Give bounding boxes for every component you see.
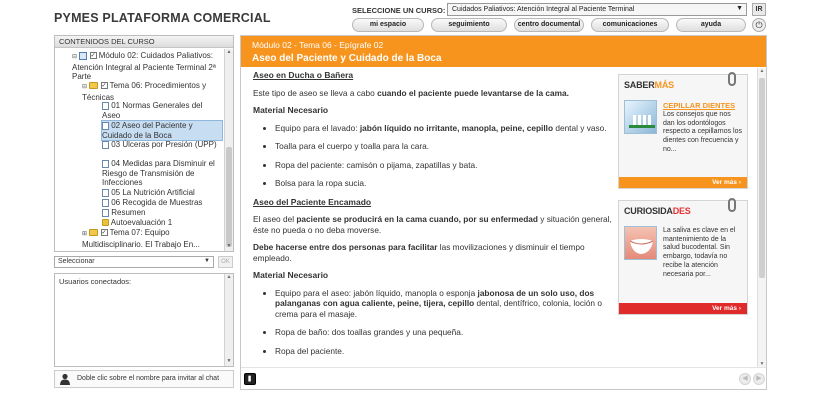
- list-item: • Equipo para el aseo: jabón líquido, manopla o esponja jabonosa de un solo uso, dos palanganas con agua caliente, peine, tijera, cepillo dental, dentífrico, colonia, loción o crema para el masaje.: [275, 288, 613, 320]
- group-select[interactable]: Seleccionar ▼: [54, 256, 214, 268]
- scroll-up-icon[interactable]: ▲: [759, 68, 765, 74]
- tree-item-autoevaluacion[interactable]: Autoevaluación 1: [102, 218, 222, 228]
- scroll-down-icon[interactable]: ▼: [226, 243, 232, 249]
- chevron-down-icon: ▼: [736, 5, 743, 12]
- document-icon: [102, 209, 109, 217]
- chevron-down-icon: ▼: [204, 258, 210, 264]
- tree-item-muestras[interactable]: 06 Recogida de Muestras: [102, 198, 222, 208]
- curiosidades-card: [618, 200, 748, 315]
- section-title: Aseo del Paciente Encamado: [253, 196, 372, 207]
- section-subtitle: Material Necesario: [253, 105, 329, 115]
- folder-icon: [89, 229, 98, 236]
- paragraph: Este tipo de aseo se lleva a cabo cuando el paciente puede levantarse de la cama.: [253, 87, 569, 98]
- lesson-body: [253, 70, 613, 364]
- scroll-thumb[interactable]: [759, 78, 765, 278]
- ok-button[interactable]: OK: [218, 256, 233, 268]
- document-icon: [102, 141, 109, 149]
- checkbox-icon: ✓: [101, 83, 107, 90]
- nav-seguimiento[interactable]: seguimiento: [431, 18, 507, 32]
- course-contents-panel: [54, 35, 234, 252]
- expand-icon[interactable]: ⊞: [82, 231, 88, 237]
- nav-centro-documental[interactable]: centro documental: [514, 18, 584, 32]
- section-title: Aseo en Ducha o Bañera: [253, 70, 354, 80]
- saber-mas-card: [618, 74, 748, 189]
- paragraph: El aseo del paciente se producirá en la cama cuando, por su enfermedad y situación general, éste no pueda o no deba moverse.: [253, 214, 612, 235]
- content-header: [241, 36, 766, 67]
- tree-item-resumen[interactable]: Resumen: [102, 208, 222, 218]
- quiz-icon: [102, 219, 109, 226]
- course-select[interactable]: [447, 3, 747, 16]
- collapse-icon[interactable]: ⊟: [72, 54, 78, 60]
- scroll-down-icon[interactable]: ▼: [759, 361, 765, 367]
- tree-item-normas[interactable]: 01 Normas Generales del Aseo: [102, 101, 203, 120]
- collapse-icon[interactable]: ⊟: [82, 84, 88, 90]
- checkbox-icon: ✓: [101, 230, 107, 237]
- print-icon[interactable]: [244, 373, 256, 385]
- tree-item-modulo-02[interactable]: ⊟ ✓ Módulo 02: Cuidados Paliativos: Atención Integral al Paciente Terminal 2ª Parte: [72, 51, 216, 81]
- power-icon[interactable]: ⏻: [752, 18, 766, 32]
- invite-hint: Doble clic sobre el nombre para invitar al chat: [54, 370, 234, 388]
- nav-mi-espacio[interactable]: mi espacio: [352, 18, 424, 32]
- tree-item-nutricion[interactable]: 05 La Nutrición Artificial: [102, 188, 222, 198]
- breadcrumb: Módulo 02 - Tema 06 - Epígrafe 02: [252, 40, 384, 50]
- prev-page-icon[interactable]: ◀: [739, 373, 751, 385]
- list-item: • Ropa de baño: dos toallas grandes y una pequeña.: [275, 327, 613, 338]
- curiosidades-text: La saliva es clave en el mantenimiento de la salud bucodental. Sin embargo, todavía no recibe la atención necesaria por...: [663, 227, 736, 278]
- scroll-up-icon[interactable]: ▲: [226, 274, 232, 280]
- smile-image: [624, 226, 657, 260]
- paperclip-icon: [728, 72, 736, 86]
- go-button[interactable]: IR: [752, 3, 766, 16]
- paperclip-icon: [728, 198, 736, 212]
- ver-mas-button[interactable]: Ver más ›: [619, 177, 747, 188]
- page-title: Aseo del Paciente y Cuidado de la Boca: [252, 53, 442, 64]
- course-tree: [55, 49, 223, 251]
- tree-scrollbar[interactable]: [224, 49, 233, 251]
- section-subtitle: Material Necesario: [253, 270, 329, 280]
- document-icon: [102, 189, 109, 197]
- material-list: [275, 288, 613, 357]
- nav-ayuda[interactable]: ayuda: [676, 18, 746, 32]
- saber-mas-link[interactable]: CEPILLAR DIENTES: [663, 101, 736, 110]
- material-list: [275, 123, 613, 189]
- document-icon: [102, 160, 109, 168]
- contents-panel-title: CONTENIDOS DEL CURSO: [55, 36, 233, 48]
- users-scrollbar[interactable]: [224, 274, 233, 366]
- card-title: CURIOSIDADES: [624, 206, 691, 216]
- tree-item-tema-07[interactable]: ⊞ ✓ Tema 07: Equipo Multidisciplinario. El Trabajo En...: [82, 228, 200, 249]
- scroll-up-icon[interactable]: ▲: [226, 49, 232, 55]
- list-item: • Ropa del paciente.: [275, 346, 613, 357]
- course-select-label: SELECCIONE UN CURSO:: [352, 6, 446, 15]
- tree-item-ulceras[interactable]: 03 Úlceras por Presión (UPP): [102, 140, 220, 150]
- document-icon: [102, 102, 109, 110]
- users-panel-title: Usuarios conectados:: [59, 277, 132, 286]
- module-icon: [79, 52, 87, 60]
- next-page-icon[interactable]: ▶: [753, 373, 765, 385]
- content-scrollbar[interactable]: [757, 68, 766, 389]
- paragraph: Debe hacerse entre dos personas para facilitar las movilizaciones y disminuir el tiempo empleado.: [253, 242, 585, 263]
- tree-item-aseo-selected[interactable]: 02 Aseo del Paciente y Cuidado de la Boca: [101, 120, 223, 141]
- document-icon: [102, 199, 109, 207]
- scroll-thumb[interactable]: [226, 147, 232, 247]
- ver-mas-button[interactable]: Ver más ›: [619, 303, 747, 314]
- nav-comunicaciones[interactable]: comunicaciones: [591, 18, 669, 32]
- checkbox-icon: ✓: [90, 53, 96, 60]
- document-icon: [102, 122, 109, 130]
- tree-item-medidas[interactable]: 04 Medidas para Disminuir el Riesgo de Transmisión de Infecciones: [102, 159, 215, 187]
- toothbrush-image: [624, 100, 657, 134]
- card-title: SABERMÁS: [624, 80, 674, 90]
- list-item: • Ropa del paciente: camisón o pijama, zapatillas y bata.: [275, 160, 613, 171]
- saber-mas-text: Los consejos que nos dan los odontólogos respecto a cepillarnos los dientes con frecuencia y no...: [663, 111, 742, 153]
- user-icon: [59, 373, 71, 385]
- scroll-down-icon[interactable]: ▼: [226, 358, 232, 364]
- list-item: • Bolsa para la ropa sucia.: [275, 178, 613, 189]
- connected-users-panel: [54, 273, 234, 367]
- list-item: • Equipo para el lavado: jabón líquido no irritante, manopla, peine, cepillo dental y vaso.: [275, 123, 613, 134]
- content-footer: [241, 367, 766, 389]
- app-title: PYMES PLATAFORMA COMERCIAL: [54, 11, 271, 25]
- list-item: • Toalla para el cuerpo y toalla para la cara.: [275, 141, 613, 152]
- folder-icon: [89, 82, 98, 89]
- tree-item-tema-06[interactable]: ⊟ ✓ Tema 06: Procedimientos y Técnicas: [82, 81, 207, 102]
- content-area: [240, 35, 767, 390]
- course-select-value: Cuidados Paliativos: Atención Integral al Paciente Terminal: [452, 6, 635, 13]
